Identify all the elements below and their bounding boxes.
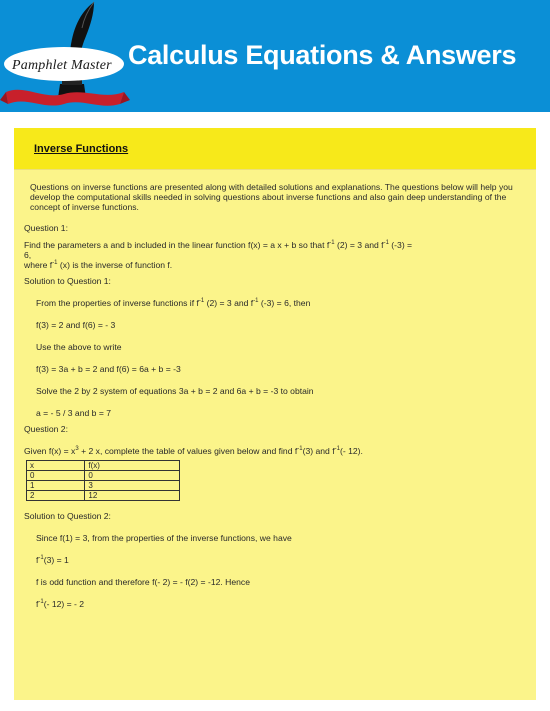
solution-1-heading: Solution to Question 1: — [24, 276, 111, 286]
question-2-text: Given $f(x) = x^3 + 2$ x, complete the table of values given below and find $f^{-1}(3)$ and $f^{-1}(-$ 12). — [24, 446, 363, 456]
intro-paragraph: Questions on inverse functions are presented along with detailed solutions and explanations. The questions below will help you develop the computational skills needed in solving questions about inverse functions and also gain deep understanding of the concept of inverse functions. — [30, 182, 513, 212]
solution-1-line: f(3) = 3a + b = 2 and f(6) = 6a + b = -3 — [36, 364, 181, 374]
solution-2-heading: Solution to Question 2: — [24, 511, 111, 521]
question-1-where: where $f^{-1}$ (x) is the inverse of function f. — [24, 260, 173, 270]
solution-1-line: a = - 5 / 3 and b = 7 — [36, 408, 112, 418]
pamphlet-master-logo — [0, 0, 130, 112]
content-body — [24, 182, 530, 621]
solution-1-line: Solve the 2 by 2 system of equations 3a + b = 2 and 6a + b = -3 to obtain — [36, 386, 314, 396]
table-row — [27, 491, 180, 501]
content-panel — [14, 127, 536, 700]
question-1-heading: Question 1: — [24, 223, 68, 233]
table-header-cell: f(x) — [85, 461, 180, 471]
solution-2-line: $f^{-1}(3) = 1$ — [36, 555, 69, 565]
table-cell: 1 — [27, 481, 85, 491]
solution-2-line: $f^{-1}(-$ 12) = - 2 — [36, 599, 85, 609]
table-cell: 0 — [85, 471, 180, 481]
solution-2-line: f is odd function and therefore f(- 2) = - f(2) = -12. Hence — [36, 577, 250, 587]
table-cell: 0 — [27, 471, 85, 481]
table-row — [27, 471, 180, 481]
table-header-cell: x — [27, 461, 85, 471]
table-header-row — [27, 461, 180, 471]
section-header — [14, 128, 536, 170]
header-banner — [0, 0, 550, 112]
solution-1-line: f(3) = 2 and f(6) = - 3 — [36, 320, 116, 330]
quill-pen-icon — [0, 0, 130, 112]
solution-1-line: Use the above to write — [36, 342, 122, 352]
table-cell: 2 — [27, 491, 85, 501]
table-cell: 3 — [85, 481, 180, 491]
solution-1-line: From the properties of inverse functions if $f^{-1}$ (2) = 3 and $f^{-1}$ (-3) = 6, then — [36, 298, 311, 308]
table-cell: 12 — [85, 491, 180, 501]
values-table — [26, 460, 180, 501]
table-row — [27, 481, 180, 491]
section-title: Inverse Functions — [34, 143, 129, 155]
question-2-heading: Question 2: — [24, 424, 68, 434]
page-title: Calculus Equations & Answers — [128, 40, 517, 70]
question-1-text: Find the parameters a and b included in the linear function f(x) = a x + b so that $f^{-1}$ (2) = 3 and $f^{-1}$ (-3) = 6, — [24, 240, 413, 260]
solution-2-line: Since f(1) = 3, from the properties of the inverse functions, we have — [36, 533, 292, 543]
logo-text: Pamphlet Master — [12, 58, 112, 73]
